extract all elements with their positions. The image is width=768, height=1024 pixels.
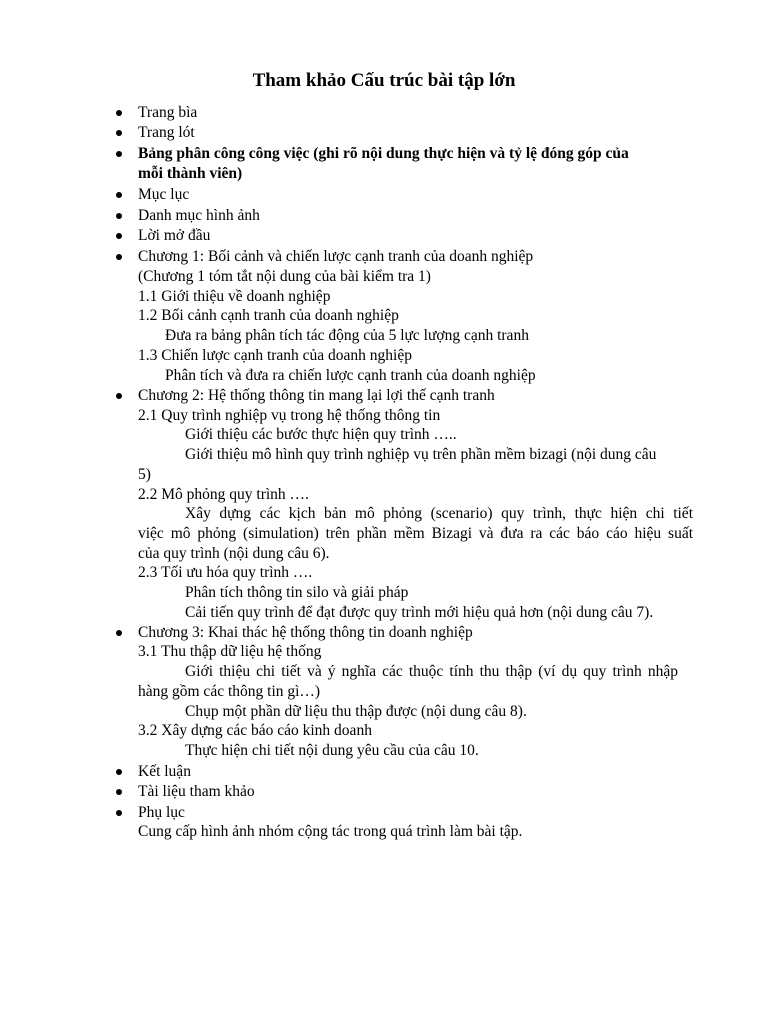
bullet-icon — [116, 233, 122, 239]
bullet-icon — [116, 769, 122, 775]
list-item-chapter-3: Chương 3: Khai thác hệ thống thông tin doanh nghiệp — [138, 624, 473, 641]
bullet-icon — [116, 130, 122, 136]
list-item-task-assignment: Bảng phân công công việc (ghi rõ nội dung thực hiện và tỷ lệ đóng góp của — [138, 145, 629, 162]
section-1-1: 1.1 Giới thiệu về doanh nghiệp — [138, 288, 331, 305]
section-2-3: 2.3 Tối ưu hóa quy trình …. — [138, 564, 313, 581]
section-3-1: 3.1 Thu thập dữ liệu hệ thống — [138, 643, 322, 660]
list-item-conclusion: Kết luận — [138, 763, 191, 780]
bullet-icon — [116, 151, 122, 157]
bullet-icon — [116, 254, 122, 260]
list-item-inner-cover: Trang lót — [138, 124, 195, 141]
section-1-3-detail: Phân tích và đưa ra chiến lược cạnh tranh của doanh nghiệp — [165, 367, 536, 384]
section-2-1-detail-2: Giới thiệu mô hình quy trình nghiệp vụ trên phần mềm bizagi (nội dung câu — [185, 446, 657, 463]
section-2-3-detail-1: Phân tích thông tin silo và giải pháp — [185, 584, 409, 601]
section-3-1-detail-1-cont: hàng gồm các thông tin gì…) — [138, 683, 321, 700]
list-item-appendix: Phụ lục — [138, 804, 185, 821]
bullet-icon — [116, 213, 122, 219]
section-2-1-detail-2-cont: 5) — [138, 466, 151, 483]
list-item-toc: Mục lục — [138, 186, 190, 203]
appendix-detail: Cung cấp hình ảnh nhóm cộng tác trong quá trình làm bài tập. — [138, 823, 523, 840]
list-item-chapter-1: Chương 1: Bối cảnh và chiến lược cạnh tranh của doanh nghiệp — [138, 248, 534, 265]
section-3-1-detail-1: Giới thiệu chi tiết và ý nghĩa các thuộc tính thu thập (ví dụ quy trình nhập — [185, 663, 678, 680]
section-1-3: 1.3 Chiến lược cạnh tranh của doanh nghiệp — [138, 347, 412, 364]
section-2-1-detail-1: Giới thiệu các bước thực hiện quy trình ….. — [185, 426, 457, 443]
list-item-chapter-2: Chương 2: Hệ thống thông tin mang lại lợi thế cạnh tranh — [138, 387, 495, 404]
list-item-cover: Trang bìa — [138, 104, 198, 121]
section-2-2-detail-1: Xây dựng các kịch bản mô phỏng (scenario) quy trình, thực hiện chi tiết — [185, 505, 693, 522]
section-2-2: 2.2 Mô phỏng quy trình …. — [138, 486, 309, 503]
section-2-3-detail-2: Cải tiến quy trình để đạt được quy trình mới hiệu quả hơn (nội dung câu 7). — [185, 604, 654, 621]
bullet-icon — [116, 789, 122, 795]
list-item-task-assignment-cont: mỗi thành viên) — [138, 165, 243, 182]
section-3-2-detail: Thực hiện chi tiết nội dung yêu cầu của câu 10. — [185, 742, 479, 759]
section-3-2: 3.2 Xây dựng các báo cáo kinh doanh — [138, 722, 372, 739]
bullet-icon — [116, 393, 122, 399]
list-item-references: Tài liệu tham khảo — [138, 783, 255, 800]
list-item-figure-list: Danh mục hình ảnh — [138, 207, 260, 224]
chapter-1-note: (Chương 1 tóm tắt nội dung của bài kiểm tra 1) — [138, 268, 431, 285]
section-1-2-detail: Đưa ra bảng phân tích tác động của 5 lực lượng cạnh tranh — [165, 327, 529, 344]
bullet-icon — [116, 810, 122, 816]
section-2-2-detail-2: việc mô phỏng (simulation) trên phần mềm Bizagi và đưa ra các báo cáo hiệu suất — [138, 525, 693, 542]
bullet-icon — [116, 192, 122, 198]
section-3-1-detail-2: Chụp một phần dữ liệu thu thập được (nội dung câu 8). — [185, 703, 527, 720]
section-1-2: 1.2 Bối cảnh cạnh tranh của doanh nghiệp — [138, 307, 399, 324]
section-2-1: 2.1 Quy trình nghiệp vụ trong hệ thống thông tin — [138, 407, 441, 424]
section-2-2-detail-3: của quy trình (nội dung câu 6). — [138, 545, 330, 562]
bullet-icon — [116, 630, 122, 636]
list-item-preface: Lời mở đầu — [138, 227, 211, 244]
bullet-icon — [116, 110, 122, 116]
page-title: Tham khảo Cấu trúc bài tập lớn — [252, 70, 516, 91]
